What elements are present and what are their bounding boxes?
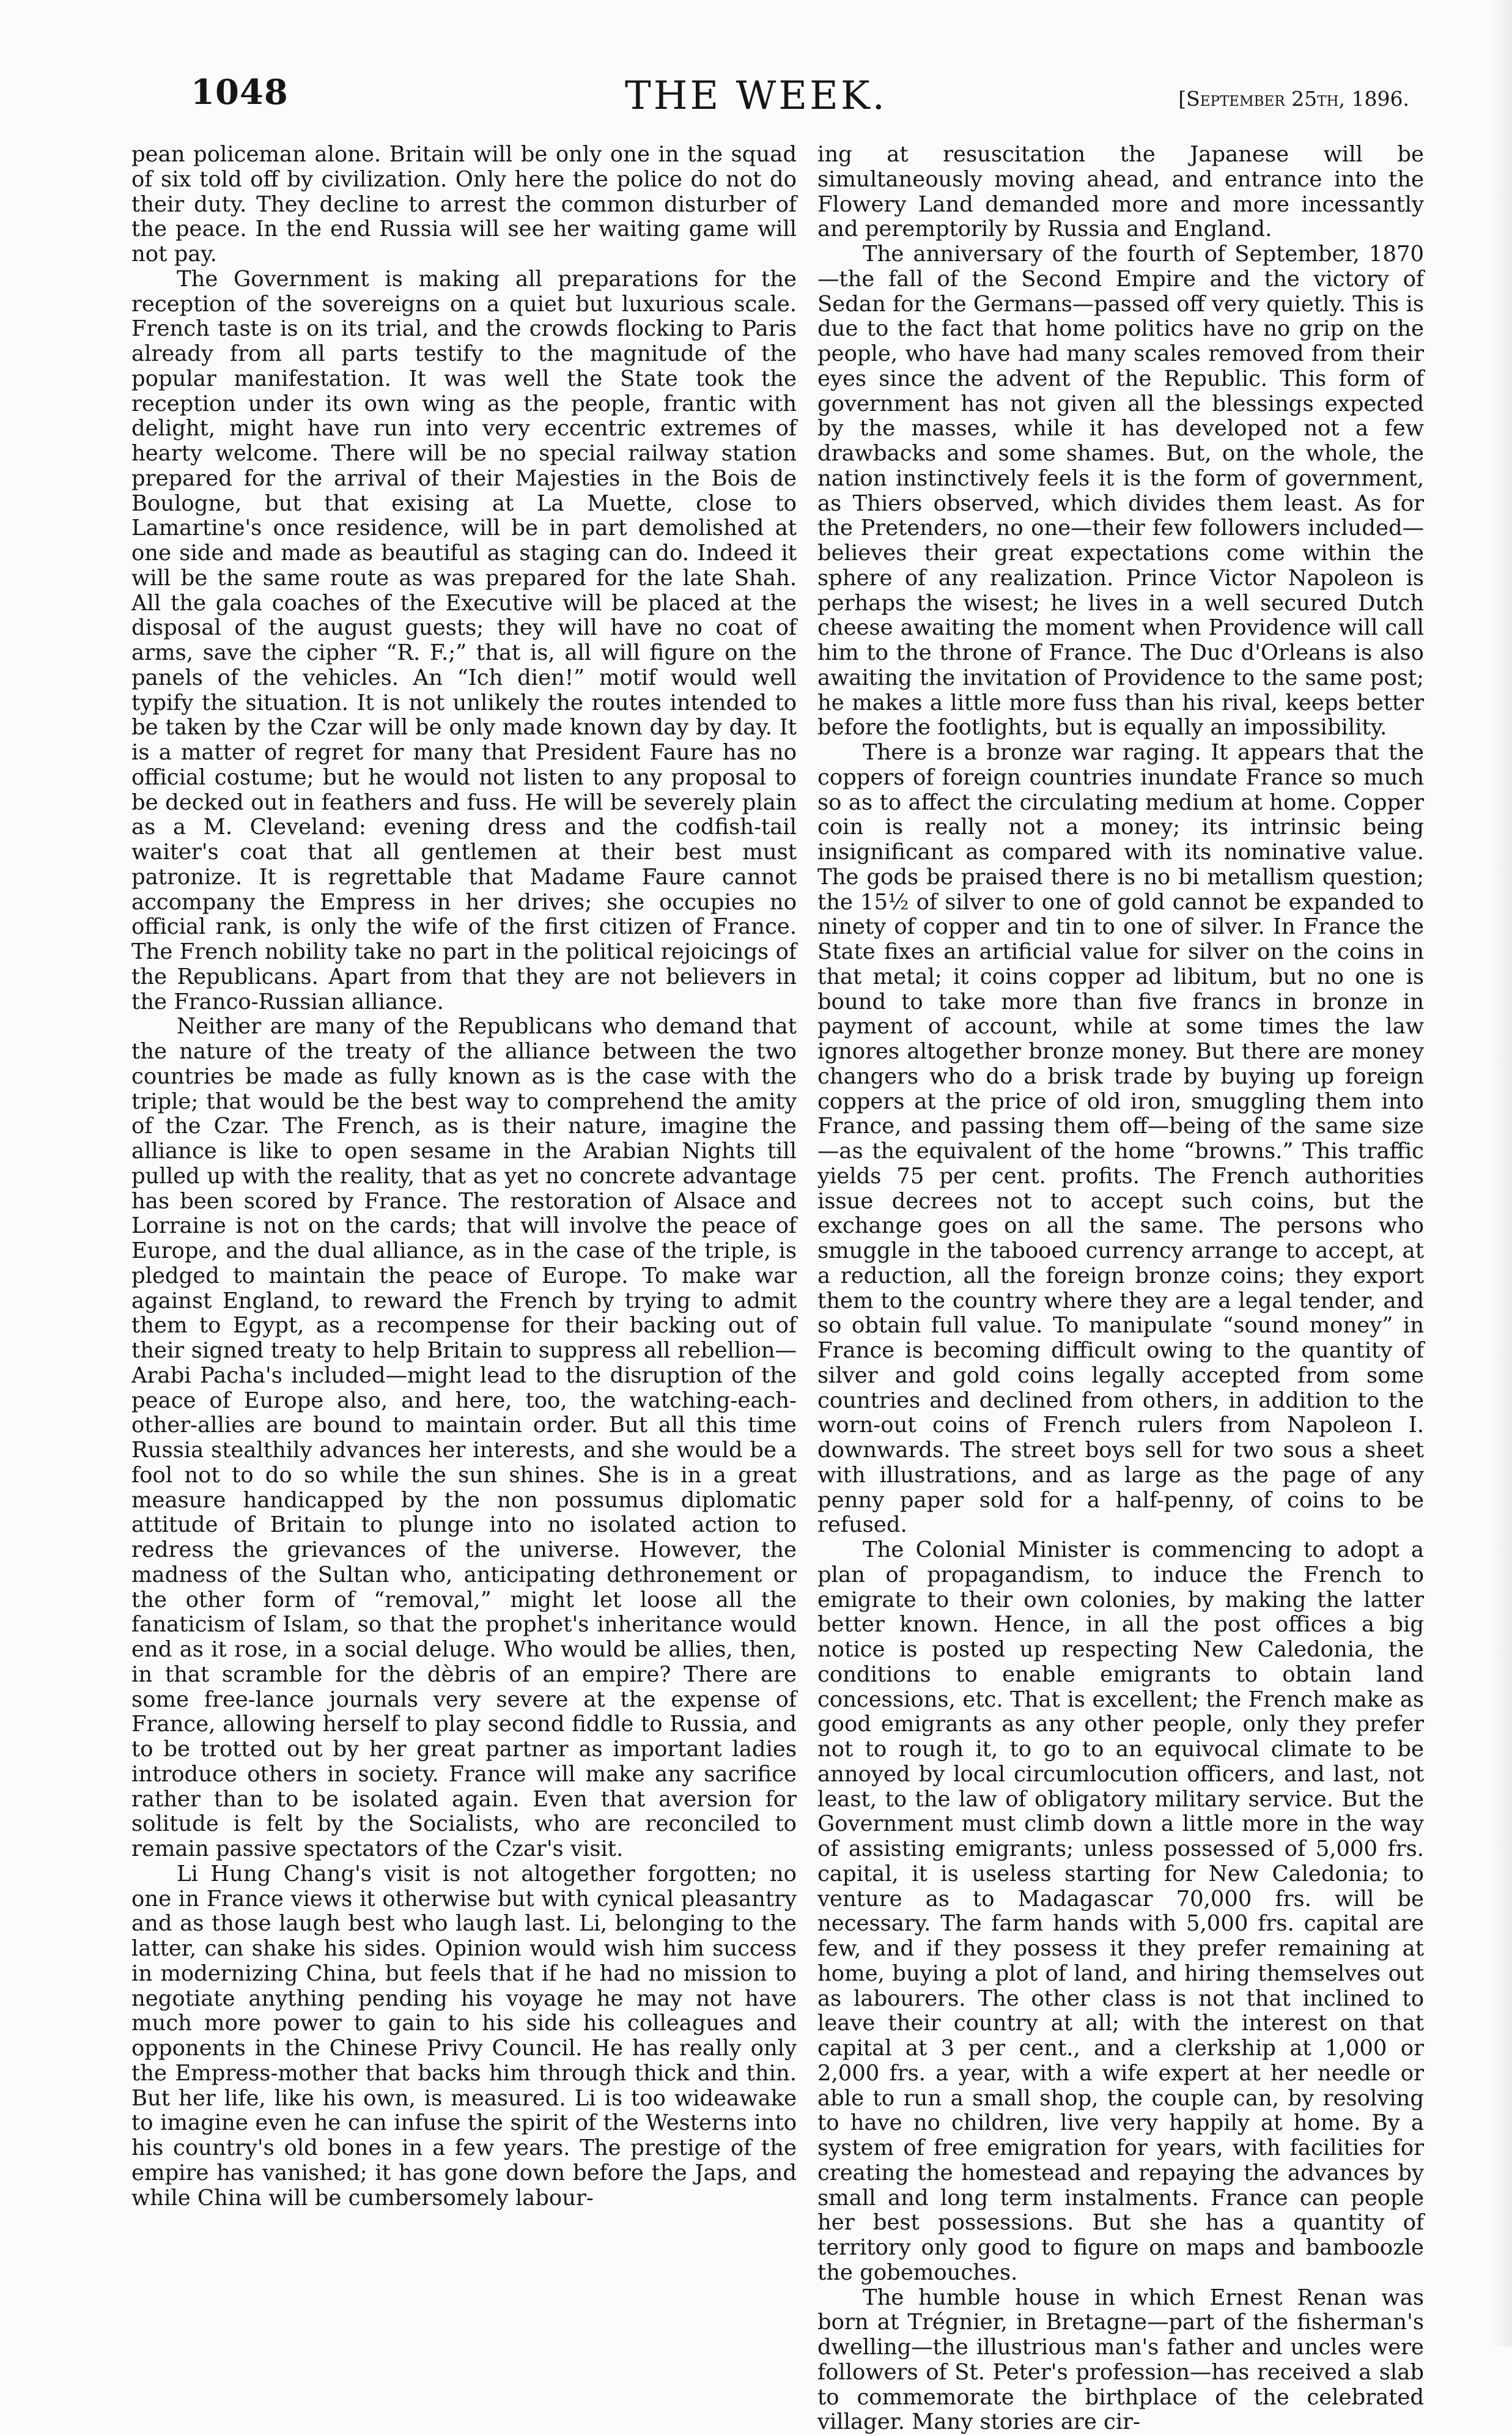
page-number: 1048: [191, 72, 289, 113]
paragraph: The Colonial Minister is commencing to adopt a plan of propagandism, to induce the French to emigrate to their own colonies, by making the latter better known. Hence, in all the post offices a big notice is posted up respecting New Caledonia, the conditions to enable emigrants to obtain land concessions, etc. That is excellent; the French make as good emigrants as any other people, only they prefer not to rough it, to go to an equivocal climate to be annoyed by local circumlocution officers, and last, not least, to the law of obligatory military service. But the Government must climb down a little more in the way of assisting emigrants; unless possessed of 5,000 frs. capital, it is useless starting for New Caledonia; to venture as to Madagascar 70,000 frs. will be necessary. The farm hands with 5,000 frs. capital are few, and if they possess it they prefer remaining at home, buying a plot of land, and hiring themselves out as labourers. The other class is not that inclined to leave their country at all; with the interest on that capital at 3 per cent., and a clerkship at 1,000 or 2,000 frs. a year, with a wife expert at her needle or able to run a small shop, the couple can, by resolving to have no children, live very happily at home. By a system of free emigration for years, with facilities for creating the homestead and repaying the advances by small and long term instalments. France can people her best possessions. But she has a quantity of territory only good to figure on maps and bamboozle the gobemouches.: [817, 1538, 1424, 2286]
paragraph: The humble house in which Ernest Renan was born at Trégnier, in Bretagne—part of the fisherman's dwelling—the illustrious man's father and uncles were followers of St. Peter's profession—has received a slab to commemorate the birthplace of the celebrated villager. Many stories are cir-: [817, 2286, 1424, 2435]
left-column: [131, 142, 797, 2211]
right-column: [817, 142, 1424, 2435]
paragraph: pean policeman alone. Britain will be only one in the squad of six told off by civilization. Only here the police do not do their duty. They decline to arrest the common disturber of the peace. In the end Russia will see her waiting game will not pay.: [131, 142, 797, 267]
paragraph: Neither are many of the Republicans who demand that the nature of the treaty of the alliance between the two countries be made as fully known as is the case with the triple; that would be the best way to comprehend the amity of the Czar. The French, as is their nature, imagine the alliance is like to open sesame in the Arabian Nights till pulled up with the reality, that as yet no concrete advantage has been scored by France. The restoration of Alsace and Lorraine is not on the cards; that will involve the peace of Europe, and the dual alliance, as in the case of the triple, is pledged to maintain the peace of Europe. To make war against England, to reward the French by trying to admit them to Egypt, as a recompense for their backing out of their signed treaty to help Britain to suppress all rebellion—Arabi Pacha's included—might lead to the disruption of the peace of Europe also, and here, too, the watching-each-other-allies are bound to maintain order. But all this time Russia stealthily advances her interests, and she would be a fool not to do so while the sun shines. She is in a great measure handicapped by the non possumus diplomatic attitude of Britain to plunge into no isolated action to redress the grievances of the universe. However, the madness of the Sultan who, anticipating dethronement or the other form of “removal,” might let loose all the fanaticism of Islam, so that the prophet's inheritance would end as it rose, in a social deluge. Who would be allies, then, in that scramble for the dèbris of an empire? There are some free-lance journals very severe at the expense of France, allowing herself to play second fiddle to Russia, and to be trotted out by her great partner as important ladies introduce others in society. France will make any sacrifice rather than to be isolated again. Even that aversion for solitude is felt by the Socialists, who are reconciled to remain passive spectators of the Czar's visit.: [131, 1014, 797, 1862]
journal-title: THE WEEK.: [0, 73, 1512, 119]
paragraph: Li Hung Chang's visit is not altogether forgotten; no one in France views it otherwise but with cynical pleasantry and as those laugh best who laugh last. Li, belonging to the latter, can shake his sides. Opinion would wish him success in modernizing China, but feels that if he had no mission to negotiate anything pending his voyage he may not have much more power to gain to his side his colleagues and opponents in the Chinese Privy Council. He has really only the Empress-mother that backs him through thick and thin. But her life, like his own, is measured. Li is too wideawake to imagine even he can infuse the spirit of the Westerns into his country's old bones in a few years. The prestige of the empire has vanished; it has gone down before the Japs, and while China will be cumbersomely labour-: [131, 1862, 797, 2211]
paragraph: There is a bronze war raging. It appears that the coppers of foreign countries inundate France so much so as to affect the circulating medium at home. Copper coin is really not a money; its intrinsic being insignificant as compared with its nominative value. The gods be praised there is no bi metallism question; the 15½ of silver to one of gold cannot be expanded to ninety of copper and tin to one of silver. In France the State fixes an artificial value for silver on the coins in that metal; it coins copper ad libitum, but no one is bound to take more than five francs in bronze in payment of account, while at some times the law ignores altogether bronze money. But there are money changers who do a brisk trade by buying up foreign coppers at the price of old iron, smuggling them into France, and passing them off—being of the same size—as the equivalent of the home “browns.” This traffic yields 75 per cent. profits. The French authorities issue decrees not to accept such coins, but the exchange goes on all the same. The persons who smuggle in the tabooed currency arrange to accept, at a reduction, all the foreign bronze coins; they export them to the country where they are a legal tender, and so obtain full value. To manipulate “sound money” in France is becoming difficult owing to the quantity of silver and gold coins legally accepted from some countries and declined from others, in addition to the worn-out coins of French rulers from Napoleon I. downwards. The street boys sell for two sous a sheet with illustrations, and as large as the page of any penny paper sold for a half-penny, of coins to be refused.: [817, 741, 1424, 1538]
page-edge-shadow: [1489, 0, 1512, 2346]
issue-date: [September 25th, 1896.: [1178, 87, 1409, 111]
paragraph: ing at resuscitation the Japanese will be simultaneously moving ahead, and entrance into the Flowery Land demanded more and more incessantly and peremptorily by Russia and England.: [817, 142, 1424, 242]
paragraph: The anniversary of the fourth of September, 1870—the fall of the Second Empire and the victory of Sedan for the Germans—passed off very quietly. This is due to the fact that home politics have no grip on the people, who have had many scales removed from their eyes since the advent of the Republic. This form of government has not given all the blessings expected by the masses, while it has developed not a few drawbacks and some shames. But, on the whole, the nation instinctively feels it is the form of government, as Thiers observed, which divides them least. As for the Pretenders, no one—their few followers included—believes their great expectations come within the sphere of any realization. Prince Victor Napoleon is perhaps the wisest; he lives in a well secured Dutch cheese awaiting the moment when Providence will call him to the throne of France. The Duc d'Orleans is also awaiting the invitation of Providence to the same post; he makes a little more fuss than his rival, keeps better before the footlights, but is equally an impossibility.: [817, 242, 1424, 741]
paragraph: The Government is making all preparations for the reception of the sovereigns on a quiet but luxurious scale. French taste is on its trial, and the crowds flocking to Paris already from all parts testify to the magnitude of the popular manifestation. It was well the State took the reception under its own wing as the people, frantic with delight, might have run into very eccentric extremes of hearty welcome. There will be no special railway station prepared for the arrival of their Majesties in the Bois de Boulogne, but that exising at La Muette, close to Lamartine's once residence, will be in part demolished at one side and made as beautiful as staging can do. Indeed it will be the same route as was prepared for the late Shah. All the gala coaches of the Executive will be placed at the disposal of the august guests; they will have no coat of arms, save the cipher “R. F.;” that is, all will figure on the panels of the vehicles. An “Ich dien!” motif would well typify the situation. It is not unlikely the routes intended to be taken by the Czar will be only made known day by day. It is a matter of regret for many that President Faure has no official costume; but he would not listen to any proposal to be decked out in feathers and fuss. He will be severely plain as a M. Cleveland: evening dress and the codfish-tail waiter's coat that all gentlemen at their best must patronize. It is regrettable that Madame Faure cannot accompany the Empress in her drives; she occupies no official rank, is only the wife of the first citizen of France. The French nobility take no part in the political rejoicings of the Republicans. Apart from that they are not believers in the Franco-Russian alliance.: [131, 267, 797, 1015]
